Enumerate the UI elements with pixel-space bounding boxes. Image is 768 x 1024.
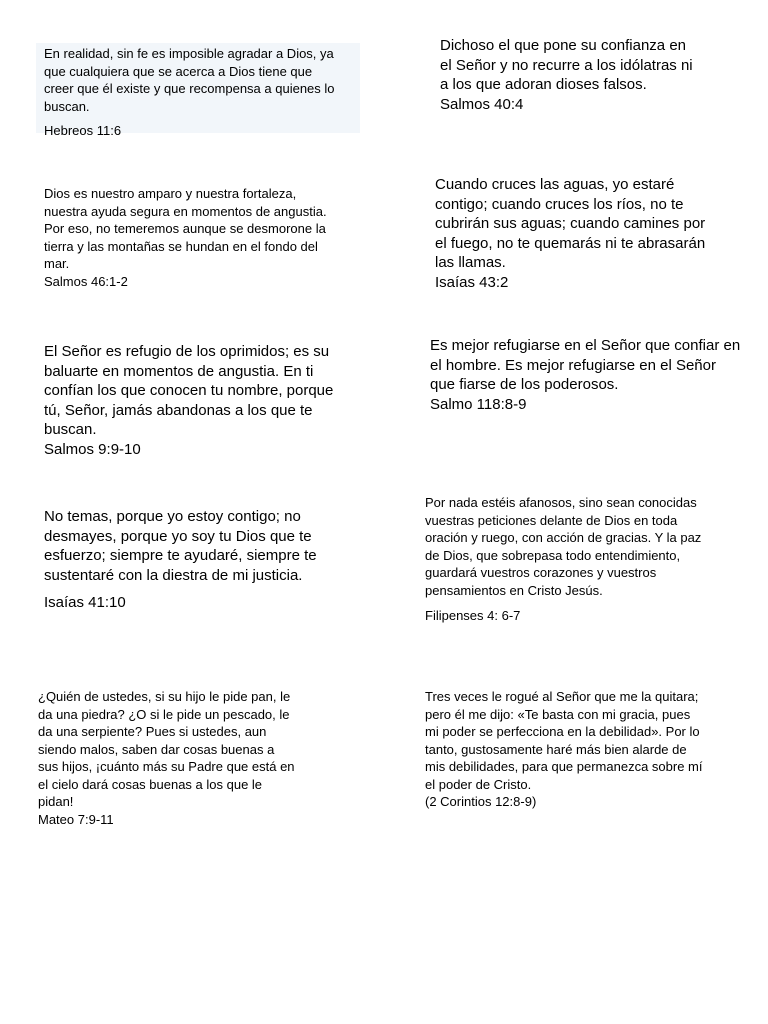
verse-reference: Salmo 118:8-9: [430, 395, 527, 413]
verse-text: Por nada estéis afanosos, sino sean conocidas vuestras peticiones delante de Dios en toda oración y ruego, con acción de gracias. Y la paz de Dios, que sobrepasa todo entendimiento, guardará vuestros corazones y vuestros pensamientos en Cristo Jesús.: [425, 495, 702, 598]
verse-reference: Salmos 46:1-2: [44, 273, 128, 289]
verse-card-salmo-118-8-9: [430, 336, 760, 414]
verse-reference: (2 Corintios 12:8-9): [425, 794, 537, 809]
verse-reference: Salmos 9:9-10: [44, 440, 141, 458]
verse-reference: Hebreos 11:6: [44, 123, 122, 138]
verse-text: Es mejor refugiarse en el Señor que confiar en el hombre. Es mejor refugiarse en el Señor que fiarse de los poderosos.: [430, 337, 741, 393]
verse-text: El Señor es refugio de los oprimidos; es su baluarte en momentos de angustia. En ti confían los que conocen tu nombre, porque tú, Señor, jamás abandonas a los que te buscan.: [44, 343, 334, 438]
verse-card-2-corintios-12-8-9: [425, 688, 745, 811]
verse-reference: Mateo 7:9-11: [38, 811, 114, 827]
verse-card-salmos-46-1-2: [44, 185, 364, 290]
verse-card-hebreos-11-6: [36, 43, 360, 138]
verse-card-salmos-9-9-10: [44, 342, 364, 459]
verse-text: Tres veces le rogué al Señor que me la quitara; pero él me dijo: «Te basta con mi gracia, pues mi poder se perfecciona en la debilidad». Por lo tanto, gustosamente haré más bien alarde de mis debilidades, para que permanezca sobre mí el poder de Cristo.: [425, 689, 703, 792]
verse-card-isaias-41-10: [44, 507, 364, 613]
verse-card-filipenses-4-6-7: [425, 494, 755, 625]
verse-text: No temas, porque yo estoy contigo; no desmayes, porque yo soy tu Dios que te esfuerzo; siempre te ayudaré, siempre te sustentaré con la diestra de mi justicia.: [44, 508, 317, 584]
verse-card-mateo-7-9-11: [38, 688, 338, 828]
verse-reference: Salmos 40:4: [440, 95, 524, 113]
verse-reference: Isaías 43:2: [435, 273, 509, 291]
verse-text: Dios es nuestro amparo y nuestra fortaleza, nuestra ayuda segura en momentos de angustia. Por eso, no temeremos aunque se desmorone la tierra y las montañas se hundan en el fondo del mar.: [44, 186, 327, 271]
verse-card-isaias-43-2: [435, 175, 755, 292]
verse-reference: Isaías 41:10: [44, 594, 126, 611]
verse-text: Dichoso el que pone su confianza en el Señor y no recurre a los idólatras ni a los que adoran dioses falsos.: [440, 37, 693, 93]
verse-text: Cuando cruces las aguas, yo estaré contigo; cuando cruces los ríos, no te cubrirán sus aguas; cuando camines por el fuego, no te quemarás ni te abrasarán las llamas.: [435, 176, 706, 271]
verse-card-salmos-40-4: [440, 36, 750, 114]
verse-text: En realidad, sin fe es imposible agradar a Dios, ya que cualquiera que se acerca a Dios tiene que creer que él existe y que recompensa a quienes lo buscan.: [44, 46, 335, 114]
verse-reference: Filipenses 4: 6-7: [425, 608, 521, 623]
verse-text: ¿Quién de ustedes, si su hijo le pide pan, le da una piedra? ¿O si le pide un pescado, le da una serpiente? Pues si ustedes, aun siendo malos, saben dar cosas buenas a sus hijos, ¡cuánto más su Padre que está en el cielo dará cosas buenas a los que le pidan!: [38, 689, 295, 809]
